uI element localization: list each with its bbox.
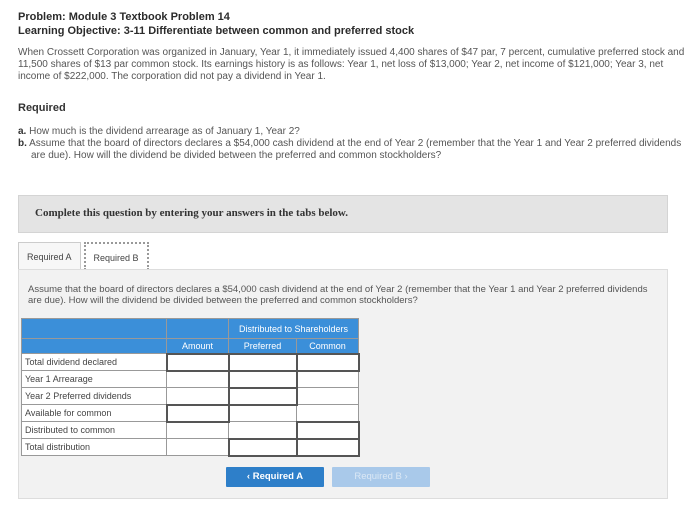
preferred-input[interactable] [229, 371, 297, 388]
row-label: Distributed to common [22, 422, 167, 439]
row-label: Available for common [22, 405, 167, 422]
preferred-cell [229, 422, 297, 439]
preferred-cell [229, 405, 297, 422]
common-input[interactable] [297, 439, 359, 456]
dividend-table [21, 318, 360, 457]
row-label: Total distribution [22, 439, 167, 456]
next-required-b-button[interactable]: Required B › [332, 467, 430, 487]
amount-cell [167, 439, 229, 456]
chevron-left-icon: ‹ [246, 471, 251, 482]
table-row [22, 422, 359, 439]
table-header-blank [167, 319, 229, 339]
common-input[interactable] [297, 354, 359, 371]
table-row [22, 405, 359, 422]
table-row [22, 371, 359, 388]
required-heading: Required [18, 102, 66, 114]
col-amount: Amount [167, 339, 229, 354]
problem-text: When Crossett Corporation was organized in January, Year 1, it immediately issued 4,400 shares of $47 par, 7 percent, cumulative preferred stock and 11,500 shares of $13 par common stock. Its earnings history is as follows: Year 1, net loss of $13,000; Year 2, net income of $121,000; Year 3, net income of $222,000. The corporation did not pay a dividend in Year 1. [18, 47, 685, 82]
question-a: a. How much is the dividend arrearage as of January 1, Year 2? [18, 126, 300, 137]
amount-input[interactable] [167, 354, 229, 371]
instructions-bar: Complete this question by entering your answers in the tabs below. [18, 195, 668, 233]
nav-buttons [226, 467, 430, 487]
chevron-right-icon: › [404, 471, 408, 482]
row-label: Total dividend declared [22, 354, 167, 371]
problem-header [18, 10, 688, 38]
table-row [22, 388, 359, 405]
tab-required-b[interactable]: Required B [84, 242, 149, 270]
group-header: Distributed to Shareholders [229, 319, 359, 339]
tab-required-a[interactable]: Required A [18, 242, 81, 270]
common-input[interactable] [297, 422, 359, 439]
prev-required-a-button[interactable]: ‹ Required A [226, 467, 324, 487]
amount-cell [167, 422, 229, 439]
common-cell [297, 388, 359, 405]
preferred-input[interactable] [229, 354, 297, 371]
common-cell [297, 405, 359, 422]
amount-input[interactable] [167, 405, 229, 422]
panel-question-text: Assume that the board of directors declares a $54,000 cash dividend at the end of Year 2 (remember that the Year 1 and Year 2 preferred dividends are due). How will the dividend be divided between the preferred and common stockholders? [28, 284, 648, 306]
amount-cell [167, 388, 229, 405]
common-cell [297, 371, 359, 388]
question-list [18, 126, 688, 162]
learning-objective: Learning Objective: 3-11 Differentiate between common and preferred stock [18, 25, 415, 37]
table-row [22, 354, 359, 371]
amount-cell [167, 371, 229, 388]
row-label: Year 2 Preferred dividends [22, 388, 167, 405]
preferred-input[interactable] [229, 439, 297, 456]
col-preferred: Preferred [229, 339, 297, 354]
tab-bar [18, 242, 149, 270]
question-b: b. Assume that the board of directors declares a $54,000 cash dividend at the end of Year 2 (remember that the Year 1 and Year 2 preferred dividends are due). How will the dividend be divided between the preferred and common stockholders? [18, 138, 682, 161]
tab-panel [18, 269, 668, 499]
problem-title: Problem: Module 3 Textbook Problem 14 [18, 11, 230, 23]
table-header-blank [22, 319, 167, 339]
preferred-input[interactable] [229, 388, 297, 405]
col-common: Common [297, 339, 359, 354]
table-header-blank [22, 339, 167, 354]
row-label: Year 1 Arrearage [22, 371, 167, 388]
table-row [22, 439, 359, 456]
